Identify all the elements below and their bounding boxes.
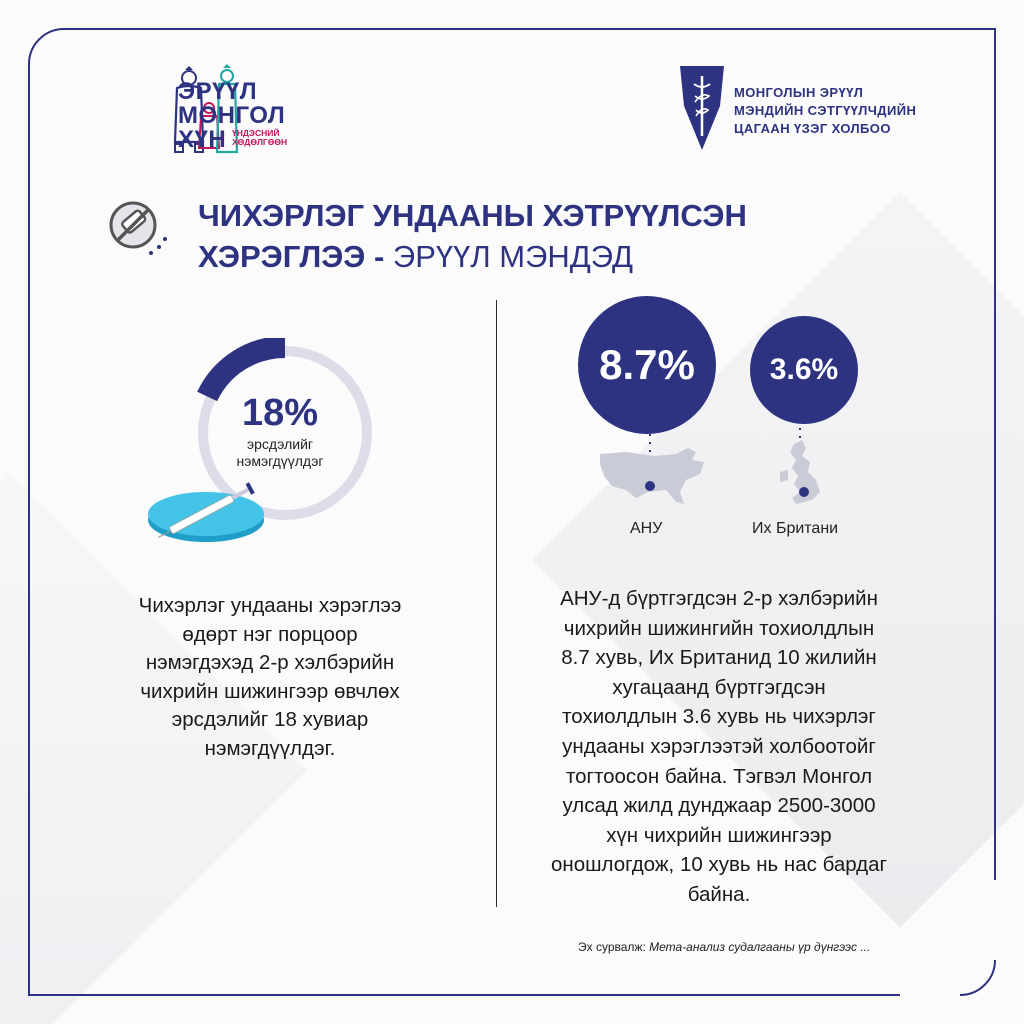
title-line-2-bold: ХЭРЭГЛЭЭ -: [198, 239, 393, 274]
no-soda-icon: [103, 195, 173, 267]
logo-subtitle: ҮНДЭСНИЙ ХӨДӨЛГӨӨН: [232, 128, 288, 148]
left-description: Чихэрлэг ундааны хэрэглээ өдөрт нэг порцоор нэмэгдэхэд 2-р хэлбэрийн чихрийн шижингээр өвчлөх эрсдэлийг 18 хувиар нэмэгдүүлдэг.: [138, 594, 402, 760]
right-description: АНУ-д бүртгэгдсэн 2-р хэлбэрийн чихрийн шижингийн тохиолдлын 8.7 хувь, Их Британид 10 жилийн хугацаанд бүртгэгдсэн тохиолдлын 3.6 хувь нь чихэрлэг ундааны хэрэглээтэй холбоотойг тогтоосон байна. Тэгвэл Монгол улсад жилд дунджаар 2500-3000 хүн чихрийн шижингээр оношлогдож, 10 хувь нь нас бардаг байна.: [550, 587, 888, 906]
pen-caduceus-icon: [680, 66, 724, 150]
page-title: [198, 195, 747, 277]
country-label-uk: Их Британи: [752, 520, 839, 537]
title-line-1: ЧИХЭРЛЭГ УНДААНЫ ХЭТРҮҮЛСЭН: [198, 198, 747, 233]
association-logo-text: МОНГОЛЫН ЭРҮҮЛ МЭНДИЙН СЭТГҮҮЛЧДИЙН ЦАГААН ҮЗЭГ ХОЛБОО: [734, 85, 917, 136]
ring-progress-arc: [207, 347, 285, 396]
usa-map-icon: [596, 434, 708, 512]
column-divider: [496, 300, 497, 907]
source-note: [578, 940, 870, 954]
usa-stat-circle: 8.7%: [578, 296, 716, 434]
risk-caption: эрсдэлийг нэмэгдүүлдэг: [236, 436, 324, 469]
uk-map-icon: [772, 420, 828, 516]
source-text: Мета-анализ судалгааны үр дүнгээс ...: [649, 940, 871, 954]
logo-word-2: МОНГОЛ: [178, 102, 286, 129]
syringe-pad-illustration: [144, 468, 268, 548]
risk-percent: 18%: [241, 392, 319, 434]
uk-stat-circle: 3.6%: [750, 316, 858, 424]
country-label-usa: АНУ: [630, 520, 663, 537]
logo-word-3: ХҮН: [178, 126, 227, 153]
logo-word-1: ЭРҮҮЛ: [178, 78, 258, 105]
title-line-2-regular: ЭРҮҮЛ МЭНДЭД: [392, 239, 634, 274]
source-label: Эх сурвалж:: [578, 940, 650, 954]
